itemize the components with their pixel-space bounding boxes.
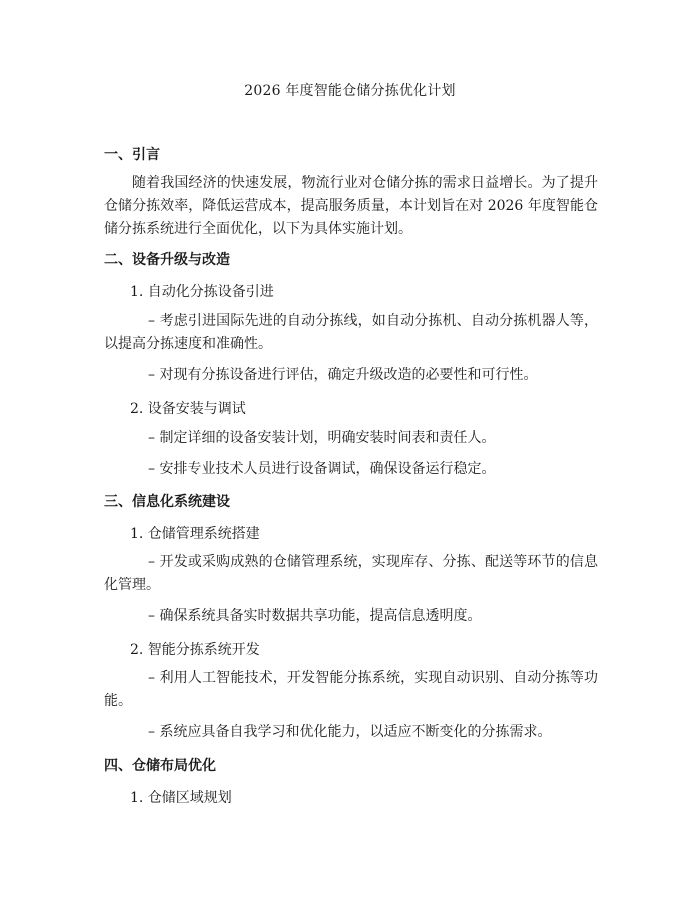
- bullet-text: – 利用人工智能技术，开发智能分拣系统，实现自动识别、自动分拣等功能。: [104, 670, 598, 709]
- section-heading-intro: 一、引言: [104, 147, 160, 163]
- list-item-equipment-2: 2. 设备安装与调试: [130, 401, 246, 417]
- list-item-equipment-1: 1. 自动化分拣设备引进: [130, 284, 274, 300]
- intro-paragraph: 随着我国经济的快速发展，物流行业对仓储分拣的需求日益增长。为了提升仓储分拣效率，降低运营成本，提高服务质量，本计划旨在对 2026 年度智能仓储分拣系统进行全面优化，以下为具体实施计划。: [104, 175, 598, 237]
- section-heading-layout: 四、仓储布局优化: [104, 758, 216, 774]
- bullet-text: – 安排专业技术人员进行设备调试，确保设备运行稳定。: [148, 461, 496, 477]
- bullet-text: – 制定详细的设备安装计划，明确安装时间表和责任人。: [148, 430, 496, 446]
- section-heading-equipment: 二、设备升级与改造: [104, 252, 230, 268]
- list-item-infosys-2: 2. 智能分拣系统开发: [130, 642, 260, 658]
- list-item-layout-1: 1. 仓储区域规划: [130, 790, 232, 806]
- bullet-text: – 开发或采购成熟的仓储管理系统，实现库存、分拣、配送等环节的信息化管理。: [104, 554, 598, 593]
- section-heading-information-system: 三、信息化系统建设: [104, 494, 230, 510]
- bullet-text: – 确保系统具备实时数据共享功能，提高信息透明度。: [148, 608, 482, 624]
- document-title: 2026 年度智能仓储分拣优化计划: [244, 83, 456, 99]
- bullet-text: – 系统应具备自我学习和优化能力，以适应不断变化的分拣需求。: [148, 724, 552, 740]
- bullet-text: – 考虑引进国际先进的自动分拣线，如自动分拣机、自动分拣机器人等，以提高分拣速度和准确性。: [104, 313, 598, 352]
- bullet-text: – 对现有分拣设备进行评估，确定升级改造的必要性和可行性。: [148, 367, 538, 383]
- list-item-infosys-1: 1. 仓储管理系统搭建: [130, 526, 260, 542]
